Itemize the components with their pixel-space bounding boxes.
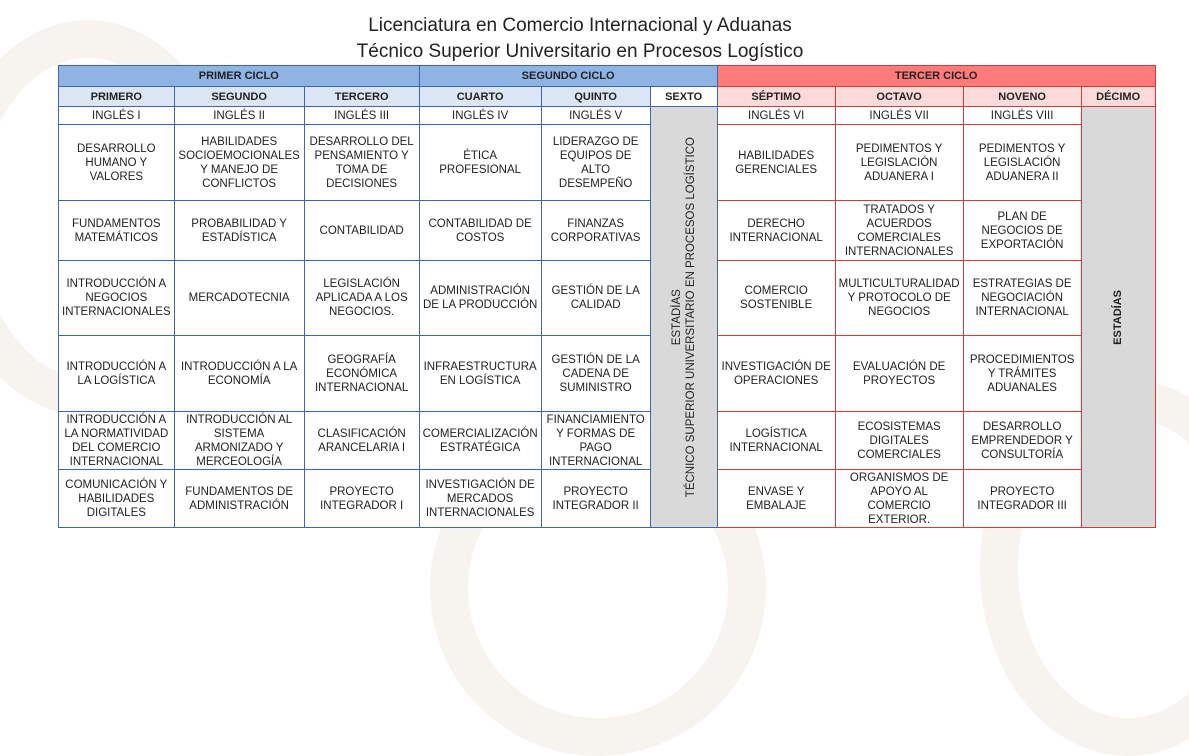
course-cell: INTRODUCCIÓN A LA ECONOMÍA [174,336,304,412]
semester-header: DÉCIMO [1081,87,1155,107]
course-cell: CLASIFICACIÓN ARANCELARIA I [304,412,419,470]
semester-header: SEGUNDO [174,87,304,107]
course-cell: DERECHO INTERNACIONAL [717,201,835,261]
semester-header: CUARTO [419,87,541,107]
course-cell: PROYECTO INTEGRADOR I [304,470,419,528]
course-cell: FINANZAS CORPORATIVAS [541,201,650,261]
course-cell: LIDERAZGO DE EQUIPOS DE ALTO DESEMPEÑO [541,125,650,201]
course-cell: ORGANISMOS DE APOYO AL COMERCIO EXTERIOR. [835,470,963,528]
course-cell: DESARROLLO HUMANO Y VALORES [59,125,175,201]
course-cell: INGLÉS VIII [963,107,1081,125]
course-cell: PROCEDIMIENTOS Y TRÁMITES ADUANALES [963,336,1081,412]
course-cell: COMERCIALIZACIÓN ESTRATÉGICA [419,412,541,470]
course-cell: PEDIMENTOS Y LEGISLACIÓN ADUANERA I [835,125,963,201]
course-cell: ADMINISTRACIÓN DE LA PRODUCCIÓN [419,261,541,336]
course-cell: PEDIMENTOS Y LEGISLACIÓN ADUANERA II [963,125,1081,201]
table-row [59,201,1156,261]
semester-header: SÉPTIMO [717,87,835,107]
course-cell: LEGISLACIÓN APLICADA A LOS NEGOCIOS. [304,261,419,336]
course-cell: FINANCIAMIENTO Y FORMAS DE PAGO INTERNACIONAL [541,412,650,470]
course-cell: ÉTICA PROFESIONAL [419,125,541,201]
table-row [59,125,1156,201]
curriculum-table [58,65,1156,528]
course-cell: PLAN DE NEGOCIOS DE EXPORTACIÓN [963,201,1081,261]
course-cell: ECOSISTEMAS DIGITALES COMERCIALES [835,412,963,470]
course-cell: INGLÉS VI [717,107,835,125]
table-row [59,412,1156,470]
table-row [59,336,1156,412]
course-cell: INGLÉS IV [419,107,541,125]
cycle-header-row [59,66,1156,87]
table-row [59,470,1156,528]
cycle-header: SEGUNDO CICLO [419,66,717,87]
course-cell: MERCADOTECNIA [174,261,304,336]
document-subtitle: Técnico Superior Universitario en Procesos Logístico [356,41,804,62]
course-cell: INVESTIGACIÓN DE MERCADOS INTERNACIONALES [419,470,541,528]
course-cell: ESTRATEGIAS DE NEGOCIACIÓN INTERNACIONAL [963,261,1081,336]
semester-header: PRIMERO [59,87,175,107]
course-cell: COMERCIO SOSTENIBLE [717,261,835,336]
document-title: Licenciatura en Comercio Internacional y Aduanas [368,15,792,36]
course-cell: PROYECTO INTEGRADOR III [963,470,1081,528]
estadias-label: ESTADÍAS [670,288,683,346]
course-cell: CONTABILIDAD [304,201,419,261]
cycle-header: TERCER CICLO [717,66,1155,87]
semester-header-row [59,87,1156,107]
course-cell: INGLÉS VII [835,107,963,125]
course-cell: ENVASE Y EMBALAJE [717,470,835,528]
course-cell: INGLÉS III [304,107,419,125]
course-cell: PROBABILIDAD Y ESTADÍSTICA [174,201,304,261]
course-cell: LOGÍSTICA INTERNACIONAL [717,412,835,470]
semester-header: NOVENO [963,87,1081,107]
table-row [59,107,1156,125]
course-cell: INVESTIGACIÓN DE OPERACIONES [717,336,835,412]
course-cell: INTRODUCCIÓN A LA LOGÍSTICA [59,336,175,412]
course-cell: EVALUACIÓN DE PROYECTOS [835,336,963,412]
sexto-estadias-text [670,137,698,497]
course-cell: HABILIDADES SOCIOEMOCIONALES Y MANEJO DE CONFLICTOS [174,125,304,201]
course-cell: MULTICULTURALIDAD Y PROTOCOLO DE NEGOCIOS [835,261,963,336]
course-cell: GESTIÓN DE LA CADENA DE SUMINISTRO [541,336,650,412]
course-cell: GESTIÓN DE LA CALIDAD [541,261,650,336]
course-cell: TRATADOS Y ACUERDOS COMERCIALES INTERNACIONALES [835,201,963,261]
semester-header: QUINTO [541,87,650,107]
semester-header: OCTAVO [835,87,963,107]
decimo-estadias-label: ESTADÍAS [1112,289,1125,345]
course-cell: INGLÉS V [541,107,650,125]
course-cell: HABILIDADES GERENCIALES [717,125,835,201]
course-cell: COMUNICACIÓN Y HABILIDADES DIGITALES [59,470,175,528]
table-row [59,261,1156,336]
course-cell: INTRODUCCIÓN A NEGOCIOS INTERNACIONALES [59,261,175,336]
semester-header: SEXTO [650,87,717,107]
course-cell: INFRAESTRUCTURA EN LOGÍSTICA [419,336,541,412]
course-cell: PROYECTO INTEGRADOR II [541,470,650,528]
decimo-estadias-cell [1081,107,1155,528]
course-cell: INGLÉS II [174,107,304,125]
course-cell: FUNDAMENTOS DE ADMINISTRACIÓN [174,470,304,528]
course-cell: INGLÉS I [59,107,175,125]
course-cell: DESARROLLO DEL PENSAMIENTO Y TOMA DE DECISIONES [304,125,419,201]
course-cell: CONTABILIDAD DE COSTOS [419,201,541,261]
sexto-estadias-cell [650,107,717,528]
semester-header: TERCERO [304,87,419,107]
course-cell: INTRODUCCIÓN A LA NORMATIVIDAD DEL COMERCIO INTERNACIONAL [59,412,175,470]
course-cell: GEOGRAFÍA ECONÓMICA INTERNACIONAL [304,336,419,412]
tsu-label: TÉCNICO SUPERIOR UNIVERSITARIO EN PROCESOS LOGÍSTICO [684,136,697,498]
course-cell: DESARROLLO EMPRENDEDOR Y CONSULTORÍA [963,412,1081,470]
course-cell: INTRODUCCIÓN AL SISTEMA ARMONIZADO Y MERCEOLOGÍA [174,412,304,470]
cycle-header: PRIMER CICLO [59,66,420,87]
course-cell: FUNDAMENTOS MATEMÁTICOS [59,201,175,261]
